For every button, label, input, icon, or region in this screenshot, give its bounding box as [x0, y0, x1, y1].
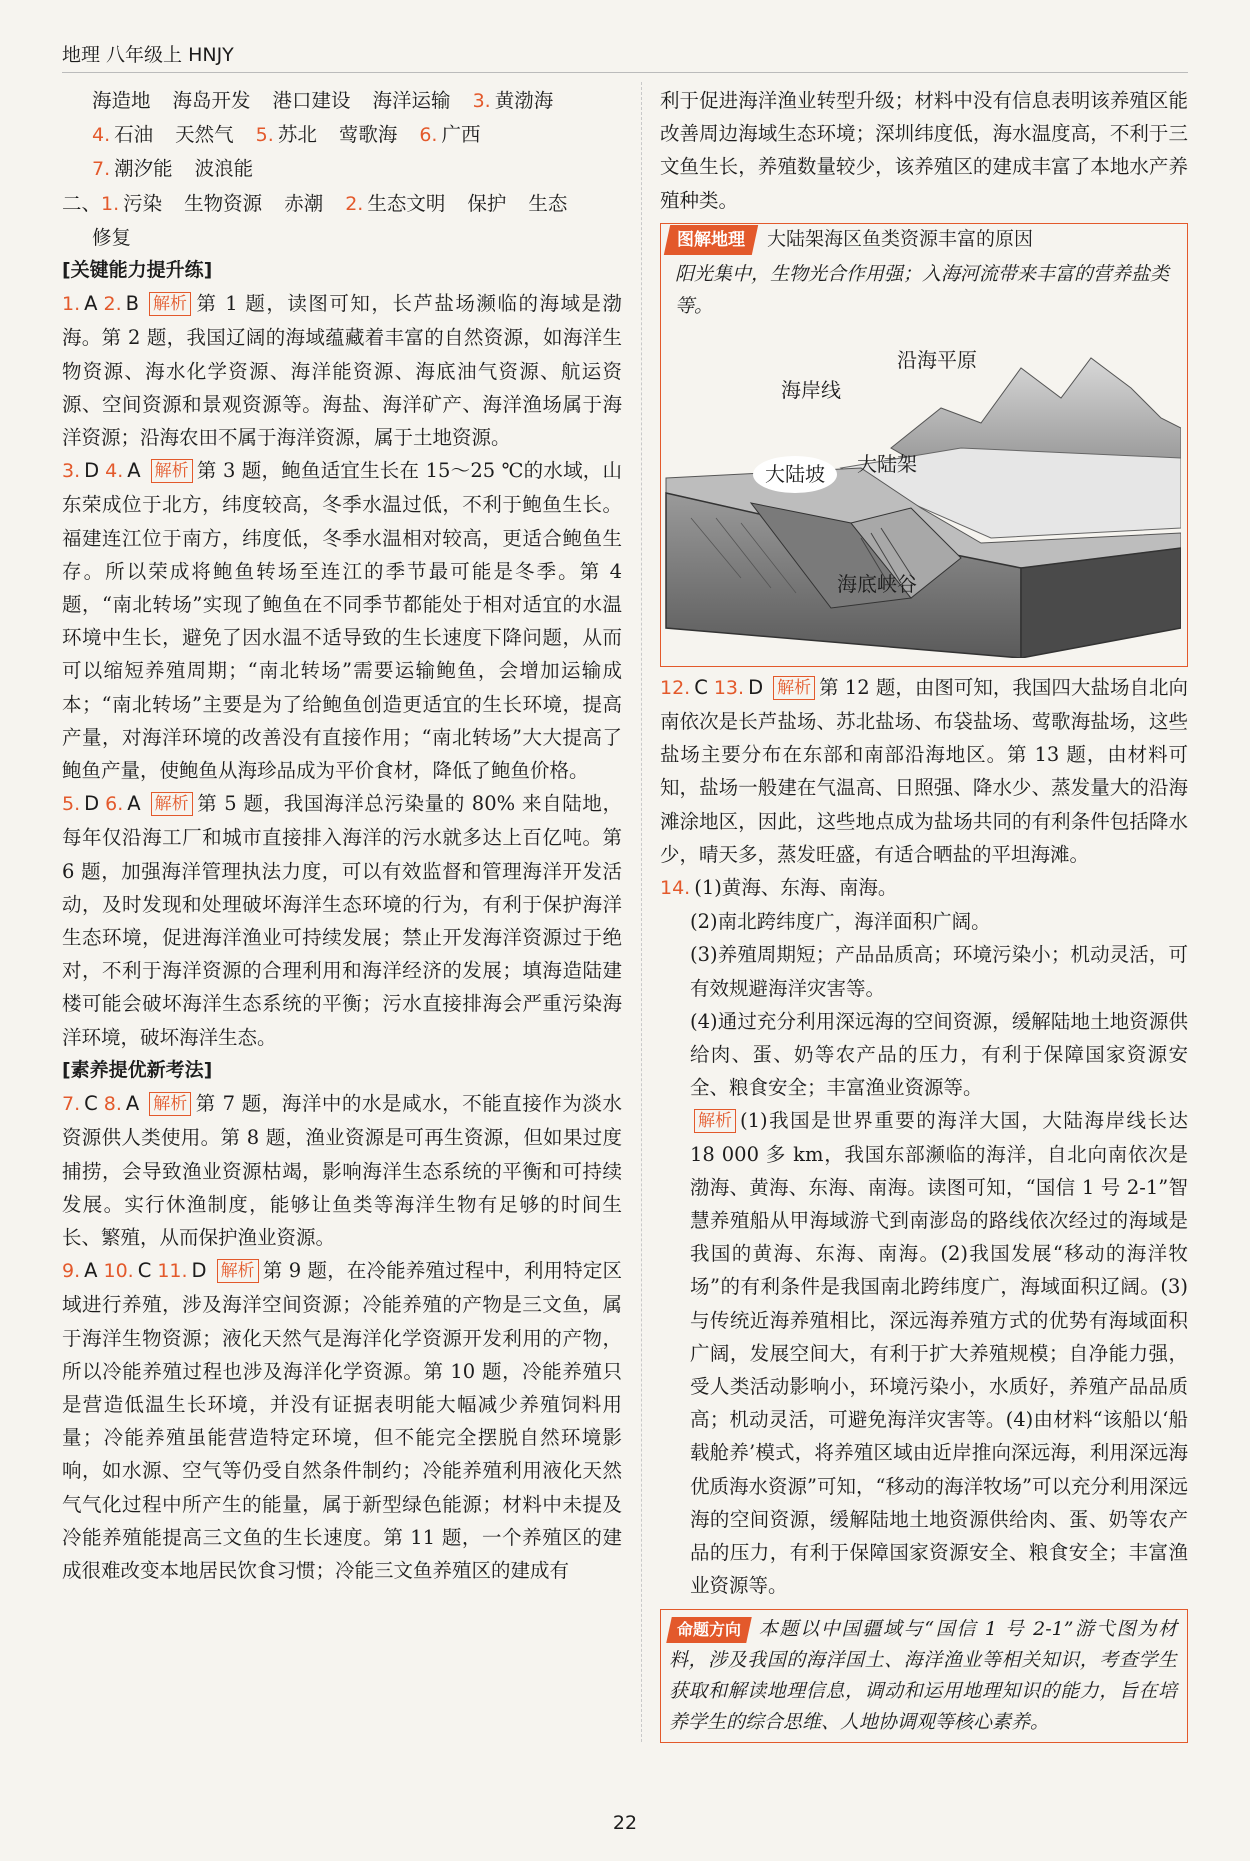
question-5-6: 5. D 6. A 解析 第 5 题，我国海洋总污染量的 80% 来自陆地，每年仅沿海工厂和城市直接排入海洋的污水就多达上百亿吨。第 6 题，加强海洋管理执法力度，可以有效监督和管理海洋开发活动，及时发现和处理破坏海洋生态环境的行为，有利于保护海洋生态环境，促进海洋渔业可持续发展；禁止开发海洋资源过于绝对，不利于海洋资源的合理利用和海洋经济的发展；填海造陆建楼可能会破坏海洋生态系统的平衡；污水直接排海会严重污染海洋环境，破坏海洋生态。	[62, 792, 622, 1049]
section-heading-literacy: [素养提优新考法]	[62, 1058, 213, 1081]
answer-line-3: 7. 潮汐能 波浪能	[92, 157, 254, 181]
shelf-block-illustration	[661, 328, 1181, 658]
label-continental-slope: 大陆坡	[753, 456, 837, 493]
box-title: 大陆架海区鱼类资源丰富的原因	[767, 228, 1034, 251]
header-rule	[62, 72, 1188, 73]
question-12-13: 12. C 13. D 解析 第 12 题，由图可知，我国四大盐场自北向南依次是长芦盐场、苏北盐场、布袋盐场、莺歌海盐场，这些盐场主要分布在东部和南部沿海地区。第 13 题，由材料可知，盐场一般建在气温高、日照强、降水少、蒸发量大的沿海滩涂地区，因此，这些地点成为盐场共同的有利条件包括降水少，晴天多，蒸发旺盛，有适合晒盐的平坦海滩。	[660, 675, 1188, 866]
label-coastline: 海岸线	[781, 377, 841, 402]
continental-shelf-diagram	[661, 328, 1181, 658]
box2-badge: 命题方向	[666, 1617, 752, 1643]
page-number: 22	[612, 1812, 638, 1834]
question-1-2: 1. A 2. B 解析 第 1 题，读图可知，长芦盐场濒临的海域是渤海。第 2 题，我国辽阔的海域蕴藏着丰富的自然资源，如海洋生物资源、海水化学资源、海洋能资源、海底油气资源、航运资源、空间资源和景观资源等。海盐、海洋矿产、海洋渔场属于海洋资源；沿海农田不属于海洋资源，属于土地资源。	[62, 292, 622, 450]
page-header: 地理 八年级上 HNJY	[62, 44, 234, 66]
section-heading-key-ability: [关键能力提升练]	[62, 259, 213, 282]
label-coastal-plain: 沿海平原	[897, 347, 977, 372]
question-7-8: 7. C 8. A 解析 第 7 题，海洋中的水是咸水，不能直接作为淡水资源供人类使用。第 8 题，渔业资源是可再生资源，但如果过度捕捞，会导致渔业资源枯竭，影响海洋生态系统的平衡和可持续发展。实行休渔制度，能够让鱼类等海洋生物有足够的时间生长、繁殖，从而保护渔业资源。	[62, 1092, 622, 1249]
question-3-4: 3. D 4. A 解析 第 3 题，鲍鱼适宜生长在 15～25 ℃的水域，山东荣成位于北方，纬度较高，冬季水温过低，不利于鲍鱼生长。福建连江位于南方，纬度低，冬季水温相对较高，更适合鲍鱼生存。所以荣成将鲍鱼转场至连江的季节最可能是冬季。第 4 题，“南北转场”实现了鲍鱼在不同季节都能处于相对适宜的水温环境中生长，避免了因水温不适导致的生长速度下降问题，从而可以缩短养殖周期；“南北转场”需要运输鲍鱼，会增加运输成本；“南北转场”主要是为了给鲍鱼创造更适宜的生长环境，提高产量，对海洋环境的改善没有直接作用；“南北转场”大大提高了鲍鱼产量，使鲍鱼从海珍品成为平价食材，降低了鲍鱼价格。	[62, 459, 622, 783]
right-column	[660, 84, 1188, 1743]
illustrated-geography-box	[660, 223, 1188, 667]
analysis-tag: 解析	[151, 459, 193, 483]
analysis-tag: 解析	[149, 1092, 191, 1116]
question-9-11: 9. A 10. C 11. D 解析 第 9 题，在冷能养殖过程中，利用特定区域进行养殖，涉及海洋空间资源；冷能养殖的产物是三文鱼，属于海洋生物资源；液化天然气是海洋化学资源开发利用的产物，所以冷能养殖过程也涉及海洋化学资源。第 10 题，冷能养殖只是营造低温生长环境，并没有证据表明能大幅减少养殖饲料用量；冷能养殖虽能营造特定环境，但不能完全摆脱自然环境影响，如水源、空气等仍受自然条件制约；冷能养殖利用液化天然气气化过程中所产生的能量，属于新型绿色能源；材料中未提及冷能养殖能提高三文鱼的生长速度。第 11 题，一个养殖区的建成很难改变本地居民饮食习惯；冷能三文鱼养殖区的建成有	[62, 1259, 622, 1582]
analysis-tag: 解析	[217, 1259, 259, 1283]
analysis-tag: 解析	[151, 792, 193, 816]
analysis-tag: 解析	[149, 292, 191, 316]
label-continental-shelf: 大陆架	[857, 451, 917, 476]
label-submarine-canyon: 海底峡谷	[837, 571, 917, 596]
column-divider	[641, 82, 642, 1742]
answer-line-2: 4. 石油 天然气 5. 苏北 莺歌海 6. 广西	[92, 123, 481, 147]
section-two-cont: 修复	[92, 225, 132, 249]
analysis-tag: 解析	[773, 676, 815, 700]
section-two-line: 二、1. 污染 生物资源 赤潮 2. 生态文明 保护 生态	[62, 191, 568, 215]
question-14: 14. (1)黄海、东海、南海。 (2)南北跨纬度广，海洋面积广阔。 (3)养殖周期短；产品品质高；环境污染小；机动灵活，可有效规避海洋灾害等。 (4)通过充分利用深远海的空间资源，缓解陆地土地资源供给肉、蛋、奶等农产品的压力，有利于保障国家资源安全、粮食安全；丰富渔业资源等。 解析 (1)我国是世界重要的海洋大国，大陆海岸线长达 18 000 多 km，我国东部濒临的海洋，自北向南依次是渤海、黄海、东海、南海。读图可知，“国信 1 号 2-1”智慧养殖船从甲海域游弋到南澎岛的路线依次经过的海域是我国的黄海、东海、南海。(2)我国发展“移动的海洋牧场”的有利条件是我国南北跨纬度广，海域面积辽阔。(3)与传统近海养殖相比，深远海养殖方式的优势有海域面积广阔，发展空间大，有利于扩大养殖规模；自净能力强，受人类活动影响小，环境污染小，水质好，养殖产品品质高；机动灵活，可避免海洋灾害等。(4)由材料“该船以‘船载舱养’模式，将养殖区域由近岸推向深远海，利用深远海优质海水资源”可知，“移动的海洋牧场”可以充分利用深远海的空间资源，缓解陆地土地资源供给肉、蛋、奶等农产品的压力，有利于保障国家资源安全、粮食安全；丰富渔业资源等。	[660, 876, 1188, 1598]
question-11-continued: 利于促进海洋渔业转型升级；材料中没有信息表明该养殖区能改善周边海域生态环境；深圳纬度低，海水温度高，不利于三文鱼生长，养殖数量较少，该养殖区的建成丰富了本地水产养殖种类。	[660, 89, 1188, 212]
analysis-tag: 解析	[694, 1109, 736, 1133]
box-badge: 图解地理	[664, 225, 758, 255]
box-text: 阳光集中，生物光合作用强；入海河流带来丰富的营养盐类等。	[675, 262, 1170, 317]
proposition-direction-box: 命题方向 本题以中国疆域与“国信 1 号 2-1”游弋图为材料，涉及我国的海洋国土、海洋渔业等相关知识，考查学生获取和解读地理信息，调动和运用地理知识的能力，旨在培养学生的综合思维、人地协调观等核心素养。	[660, 1609, 1188, 1743]
answer-line-1: 海造地 海岛开发 港口建设 海洋运输 3. 黄渤海	[92, 89, 554, 112]
left-column	[62, 84, 622, 1587]
